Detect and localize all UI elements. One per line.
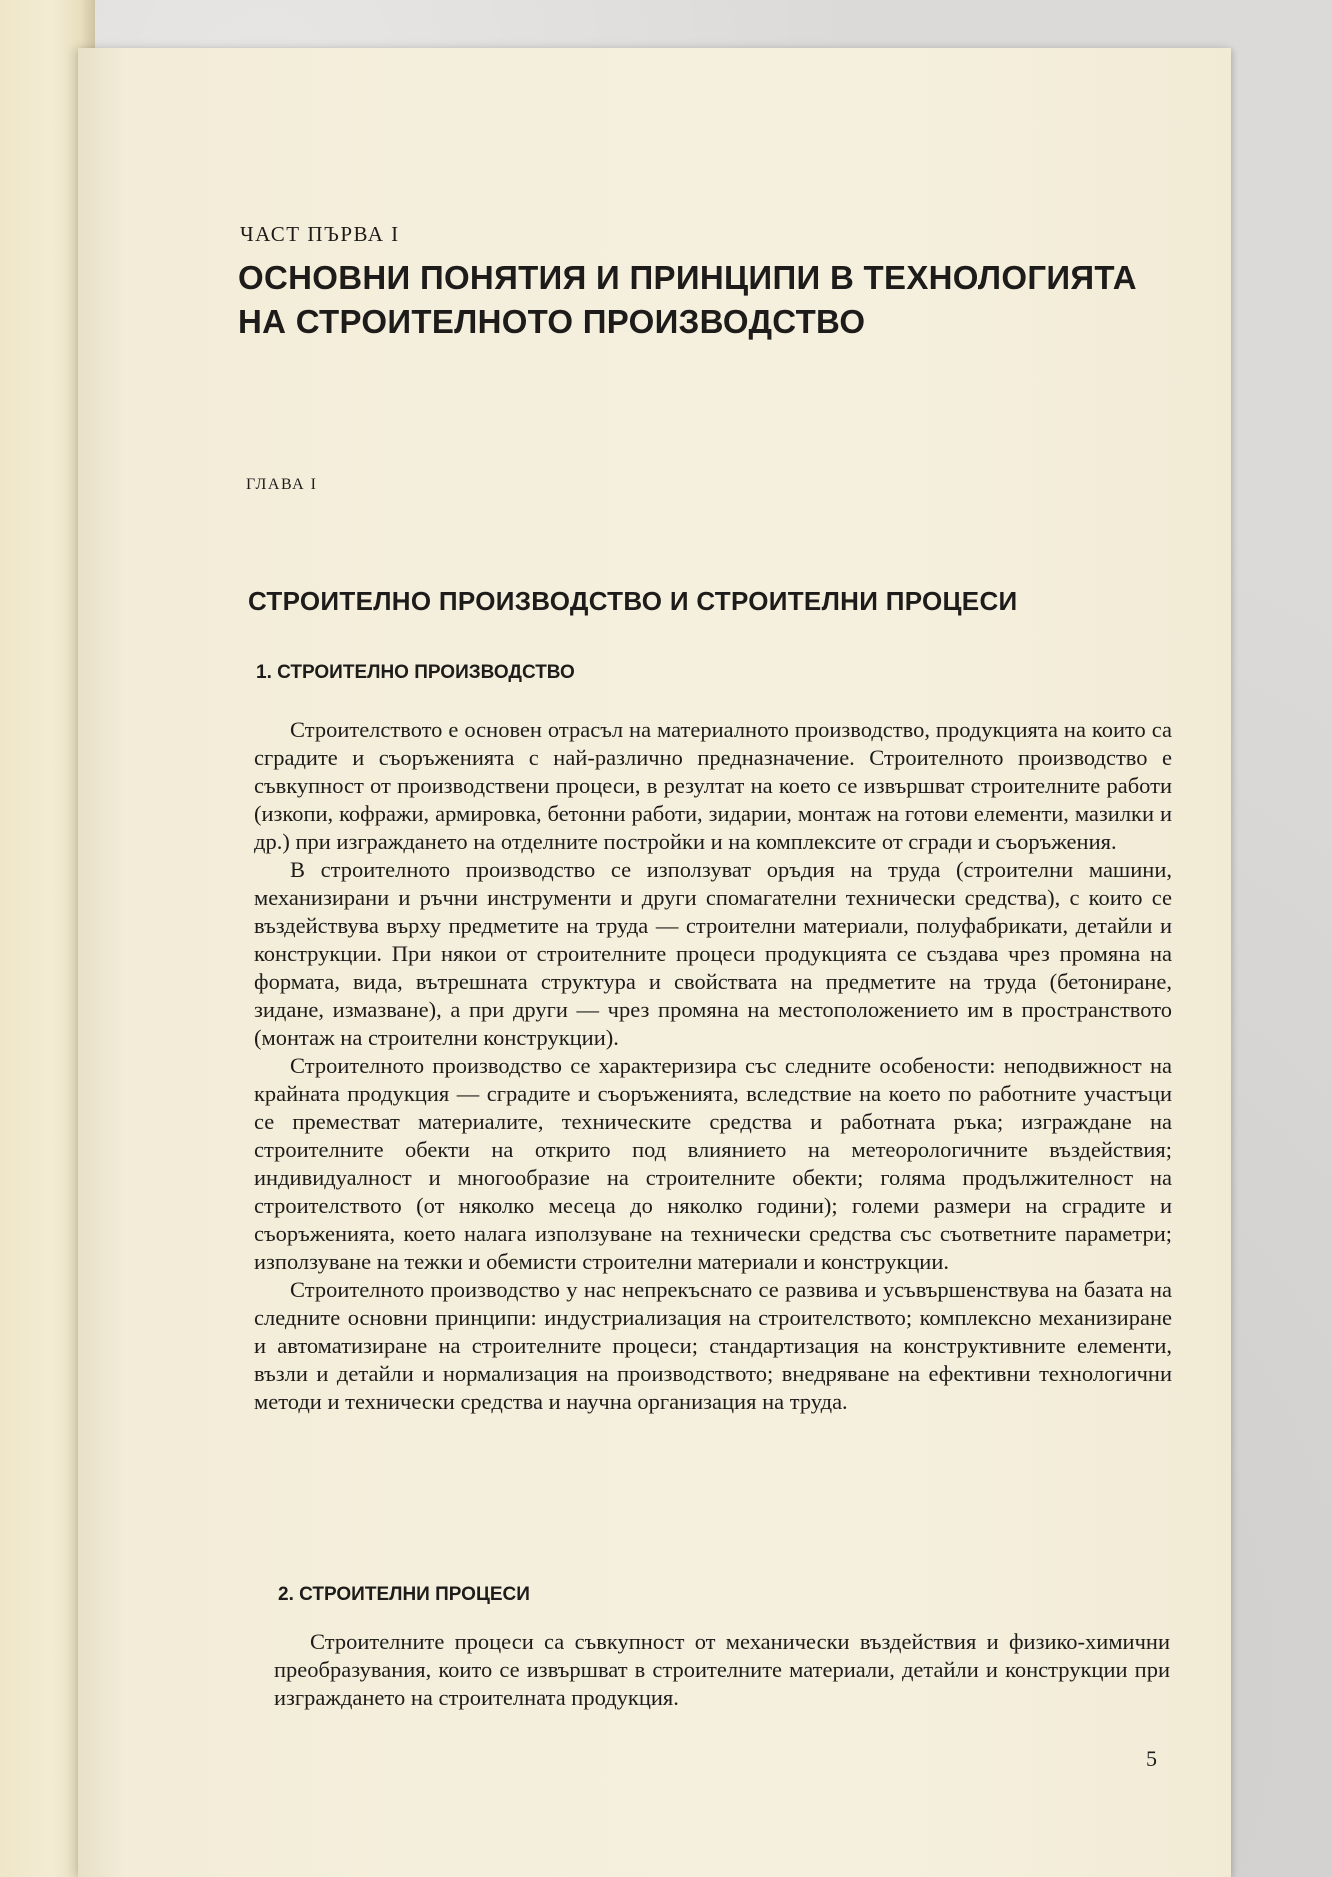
chapter-label: ГЛАВА I: [246, 476, 318, 493]
page-number: 5: [1146, 1746, 1157, 1771]
paragraph: Строителството е основен отрасъл на материалното производство, продукцията на които са сградите и съоръженията с най-различно предназначение. Строителното производство е съвкупност от производствени процеси, в резултат на което се извършват строителните работи (изкопи, кофражи, армировка, бетонни работи, зидарии, монтаж на готови елементи, мазилки и др.) при изграждането на отделните постройки и на комплексите от сгради и съоръжения.: [254, 717, 1172, 854]
chapter-title: СТРОИТЕЛНО ПРОИЗВОДСТВО И СТРОИТЕЛНИ ПРОЦЕСИ: [248, 586, 1018, 616]
book-page: [78, 48, 1231, 1877]
section-heading-2: 2. СТРОИТЕЛНИ ПРОЦЕСИ: [278, 1584, 530, 1605]
part-label: ЧАСТ ПЪРВА I: [240, 222, 400, 246]
paragraph: Строителните процеси са съвкупност от механически въздействия и физико-химични преобразувания, които се извършват в строителните материали, детайли и конструкции при изграждането на строителната продукция.: [274, 1629, 1170, 1710]
part-title: ОСНОВНИ ПОНЯТИЯ И ПРИНЦИПИ В ТЕХНОЛОГИЯТА НА СТРОИТЕЛНОТО ПРОИЗВОДСТВО: [238, 259, 1137, 340]
section-heading-1: 1. СТРОИТЕЛНО ПРОИЗВОДСТВО: [256, 662, 575, 683]
section-1-body: [254, 716, 1172, 1416]
paragraph: Строителното производство у нас непрекъснато се развива и усъвършенствува на базата на следните основни принципи: индустриализация на строителството; комплексно механизиране и автоматизиране на строителните процеси; стандартизация на конструктивните елементи, възли и детайли и нормализация на производството; внедряване на ефективни технологични методи и технически средства и научна организация на труда.: [254, 1277, 1172, 1414]
paragraph: Строителното производство се характеризира със следните особености: неподвижност на крайната продукция — сградите и съоръженията, вследствие на което по работните участъци се преместват материалите, техническите средства и работната ръка; изграждане на строителните обекти на открито под влиянието на метеорологичните въздействия; индивидуалност и многообразие на строителните обекти; голяма продължителност на строителството (от няколко месеца до няколко години); големи размери на сградите и съоръженията, което налага използуване на технически средства със съответните параметри; използуване на тежки и обемисти строителни материали и конструкции.: [254, 1053, 1172, 1274]
paragraph: В строителното производство се използуват оръдия на труда (строителни машини, механизирани и ръчни инструменти и други спомагателни технически средства), с които се въздействува върху предметите на труда — строителни материали, полуфабрикати, детайли и конструкции. При някои от строителните процеси продукцията се създава чрез промяна на формата, вида, вътрешната структура и свойствата на предметите на труда (бетониране, зидане, измазване), а при други — чрез промяна на местоположението им в пространството (монтаж на строителни конструкции).: [254, 857, 1172, 1050]
section-2-body: [274, 1628, 1170, 1712]
